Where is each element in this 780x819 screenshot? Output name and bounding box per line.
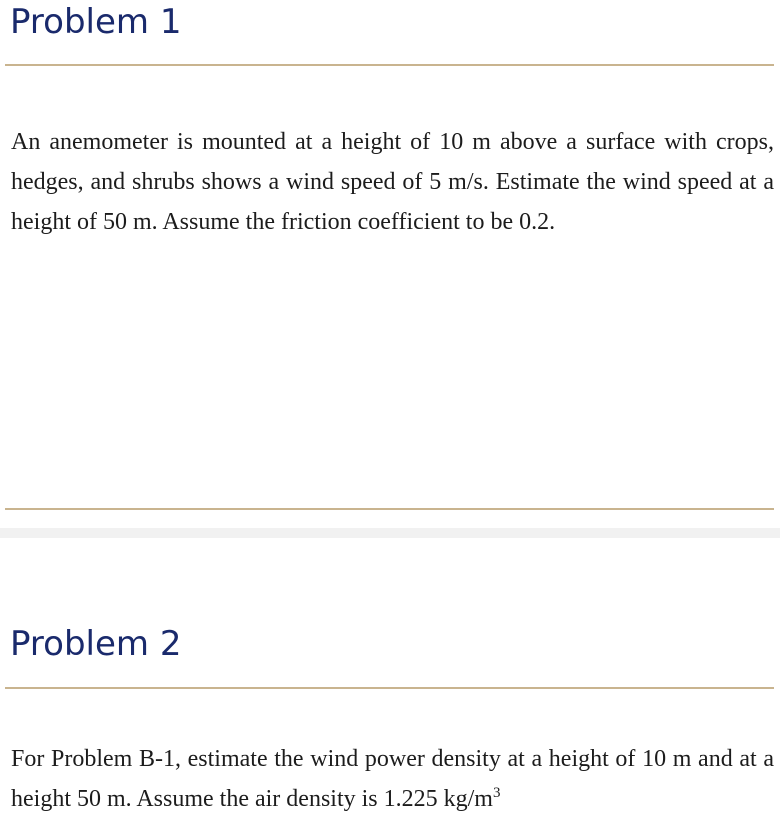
problem-2-text [11, 739, 774, 819]
problem-1-title-divider [5, 64, 774, 66]
problem-2-title-divider [5, 687, 774, 689]
card-separator [0, 528, 780, 538]
problem-2-text-main: For Problem B-1, estimate the wind power density at a height of 10 m and at a height 50 m. Assume the air density is 1.225 kg/m [11, 746, 774, 812]
problem-2-title: Problem 2 [10, 624, 182, 664]
problem-2-text-superscript: 3 [492, 785, 501, 801]
problem-1-title: Problem 1 [10, 2, 182, 42]
problem-1-bottom-divider [5, 508, 774, 510]
problem-2-card [0, 538, 780, 814]
problem-1-text: An anemometer is mounted at a height of 10 m above a surface with crops, hedges, and shrubs shows a wind speed of 5 m/s. Estimate the wind speed at a height of 50 m. Assume the friction coefficient to be 0.2. [11, 129, 774, 235]
